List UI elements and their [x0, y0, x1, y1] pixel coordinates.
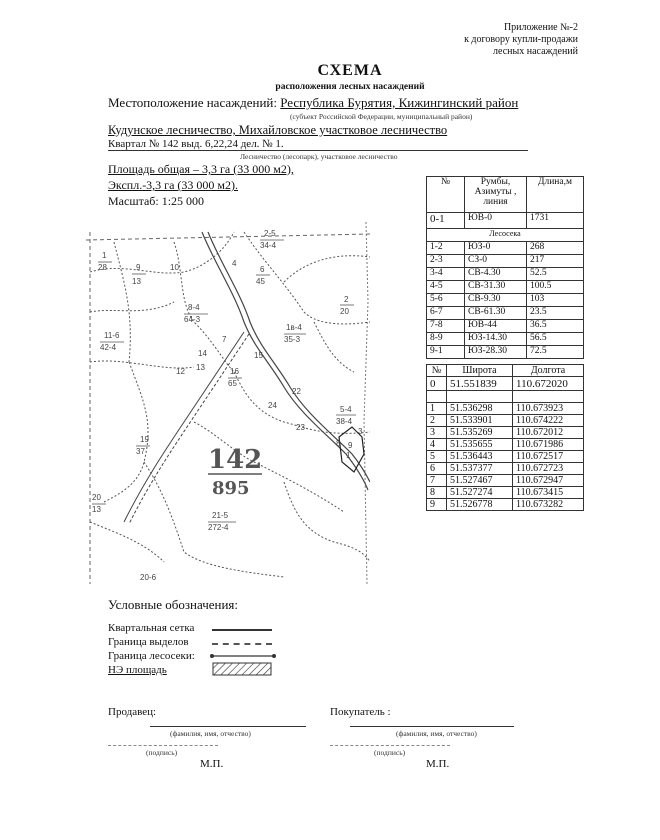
- map-label: 20-6: [140, 573, 157, 582]
- map-label: 2: [344, 295, 349, 304]
- appendix-line-1: Приложение №-2: [503, 22, 578, 33]
- table-cell: 9: [427, 499, 447, 511]
- map-label: 11-6: [104, 331, 120, 340]
- map-label: 8-4: [188, 303, 200, 312]
- buyer-sign-line[interactable]: [330, 745, 450, 746]
- map-label: 13: [196, 363, 205, 372]
- map-label: 13: [132, 277, 141, 286]
- legend-symbol-quarter-grid: [212, 629, 272, 631]
- map-label: 45: [256, 277, 265, 286]
- page-subtitle: расположения лесных насаждений: [275, 82, 425, 92]
- location-note: (субъект Российской Федерации, муниципальный район): [290, 112, 473, 121]
- map-label: 12: [176, 367, 185, 376]
- table-cell: 103: [527, 294, 584, 307]
- map-label: 7: [222, 335, 227, 344]
- table-cell: ЮЗ-28.30: [465, 346, 527, 359]
- table-cell: 110.673282: [513, 499, 584, 511]
- map-label: 3: [358, 427, 363, 436]
- rumb-header-row: [427, 177, 584, 213]
- table-cell: 51.535269: [447, 427, 513, 439]
- seller-stamp: М.П.: [200, 758, 224, 770]
- table-cell: 110.672517: [513, 451, 584, 463]
- legend-item-3: Граница лесосеки:: [108, 650, 195, 662]
- map-label: 42-4: [100, 343, 117, 352]
- table-cell: 217: [527, 255, 584, 268]
- map-label: 5-4: [340, 405, 352, 414]
- map-label: 15: [254, 351, 263, 360]
- rumb-header-length: Длина,м: [527, 177, 584, 213]
- rumb-header-num: №: [427, 177, 465, 213]
- seller-sign-line[interactable]: [108, 745, 218, 746]
- table-cell: 268: [527, 242, 584, 255]
- coord-start-row: [427, 377, 584, 391]
- map-label: 23: [296, 423, 305, 432]
- table-cell: 51.526778: [447, 499, 513, 511]
- legend-item-4: НЭ площадь: [108, 664, 167, 676]
- table-cell: 52.5: [527, 268, 584, 281]
- legend-title: Условные обозначения:: [108, 597, 239, 612]
- table-cell: 110.674222: [513, 415, 584, 427]
- table-row: [427, 268, 584, 281]
- table-cell: 3: [427, 427, 447, 439]
- table-cell: 110.672723: [513, 463, 584, 475]
- map-label: 24: [268, 401, 277, 410]
- quarter-underline: [108, 150, 528, 151]
- table-cell: СВ-31.30: [465, 281, 527, 294]
- table-cell: 2-3: [427, 255, 465, 268]
- table-cell: 110.672947: [513, 475, 584, 487]
- table-cell: 6: [427, 463, 447, 475]
- forestry-line: Кудунское лесничество, Михайловское участковое лесничество: [108, 123, 448, 137]
- quarter-note: Лесничество (лесопарк), участковое лесничество: [240, 152, 398, 161]
- table-cell: СВ-9.30: [465, 294, 527, 307]
- map-label: 272-4: [208, 523, 229, 532]
- buyer-name-line[interactable]: [350, 726, 514, 727]
- rumb-section-row: [427, 229, 584, 242]
- table-cell: ЮВ-44: [465, 320, 527, 333]
- table-cell: 110.672012: [513, 427, 584, 439]
- legend-item-2: Граница выделов: [108, 636, 189, 648]
- map-label: 16: [230, 367, 239, 376]
- table-cell: 51.527274: [447, 487, 513, 499]
- rumb-start-row: [427, 213, 584, 229]
- buyer-stamp: М.П.: [426, 758, 450, 770]
- table-row: [427, 281, 584, 294]
- map-label: 9: [136, 263, 141, 272]
- table-cell: ЮЗ-0: [465, 242, 527, 255]
- map-label: 28: [98, 263, 107, 272]
- table-row: [427, 320, 584, 333]
- table-row: [427, 255, 584, 268]
- coord-header-lat: Широта: [447, 365, 513, 377]
- map-label: 22: [292, 387, 301, 396]
- table-cell: 1-2: [427, 242, 465, 255]
- area-expl: Экспл.-3,3 га (33 000 м2).: [108, 178, 239, 192]
- rumb-header-rumb: Румбы, Азимуты , линия: [465, 177, 527, 213]
- map-label: 14: [198, 349, 207, 358]
- coord-header-num: №: [427, 365, 447, 377]
- table-cell: 72.5: [527, 346, 584, 359]
- map-label: 4: [232, 259, 237, 268]
- table-row: [427, 463, 584, 475]
- table-cell: 23.5: [527, 307, 584, 320]
- table-cell: 8-9: [427, 333, 465, 346]
- table-cell: 36.5: [527, 320, 584, 333]
- coord-header-row: [427, 365, 584, 377]
- rumb-section-label: Лесосека: [427, 229, 584, 242]
- table-row: [427, 499, 584, 511]
- map-label: 21-5: [212, 511, 229, 520]
- table-row: [427, 307, 584, 320]
- seller-label: Продавец:: [108, 706, 157, 718]
- map-label: 1: [102, 251, 107, 260]
- coord-table: [426, 364, 584, 511]
- location-value: Республика Бурятия, Кижингинский район: [280, 95, 519, 110]
- legend-item-1: Квартальная сетка: [108, 622, 195, 634]
- buyer-label: Покупатель :: [330, 706, 391, 718]
- table-cell: 51.535655: [447, 439, 513, 451]
- table-cell: 110.672020: [513, 377, 584, 391]
- map-label: 64-3: [184, 315, 201, 324]
- map-label: 10: [170, 263, 179, 272]
- map-label: 35-3: [284, 335, 301, 344]
- map-label: 34-4: [260, 241, 277, 250]
- seller-name-line[interactable]: [150, 726, 306, 727]
- map-label: 37: [136, 447, 145, 456]
- map-label: 38-4: [336, 417, 353, 426]
- appendix-line-2: к договору купли-продажи: [464, 34, 578, 45]
- forest-map: [84, 222, 370, 584]
- map-label: 65: [228, 379, 237, 388]
- table-row: [427, 333, 584, 346]
- seller-sign-note: (подпись): [146, 748, 178, 757]
- map-label: 8: [336, 439, 341, 448]
- table-cell: 4: [427, 439, 447, 451]
- table-cell: 1731: [527, 213, 584, 229]
- map-label: 13: [92, 505, 101, 514]
- table-cell: 51.537377: [447, 463, 513, 475]
- table-cell: 2: [427, 415, 447, 427]
- table-cell: 6-7: [427, 307, 465, 320]
- map-label: 6: [260, 265, 265, 274]
- table-cell: 7: [427, 475, 447, 487]
- table-cell: 9-1: [427, 346, 465, 359]
- quarter-area: 895: [212, 478, 250, 499]
- buyer-sign-note: (подпись): [374, 748, 406, 757]
- table-cell: 1: [427, 403, 447, 415]
- appendix-line-3: лесных насаждений: [493, 46, 578, 57]
- map-label: 19: [140, 435, 149, 444]
- map-label: 1в-4: [286, 323, 302, 332]
- quarter-number: 142: [208, 445, 263, 475]
- table-row: [427, 242, 584, 255]
- buyer-fio-note: (фамилия, имя, отчество): [396, 729, 477, 738]
- table-cell: 4-5: [427, 281, 465, 294]
- table-cell: 100.5: [527, 281, 584, 294]
- table-cell: СВ-4.30: [465, 268, 527, 281]
- table-row: [427, 403, 584, 415]
- table-row: [427, 487, 584, 499]
- table-row: [427, 475, 584, 487]
- location-line: [108, 95, 518, 111]
- page-title: СХЕМА: [317, 62, 383, 79]
- map-label: 9: [348, 441, 353, 450]
- table-row: [427, 346, 584, 359]
- table-cell: 0: [427, 377, 447, 391]
- map-label: 20: [92, 493, 101, 502]
- legend-symbol-stand-border: [212, 643, 272, 645]
- coord-spacer-row: [427, 391, 584, 403]
- table-cell: 0-1: [427, 213, 465, 229]
- table-cell: 8: [427, 487, 447, 499]
- table-cell: 110.673415: [513, 487, 584, 499]
- table-row: [427, 427, 584, 439]
- table-cell: 51.533901: [447, 415, 513, 427]
- appendix-block: [430, 22, 578, 58]
- table-row: [427, 439, 584, 451]
- table-cell: 51.527467: [447, 475, 513, 487]
- table-cell: 56.5: [527, 333, 584, 346]
- area-total: Площадь общая – 3,3 га (33 000 м2),: [108, 162, 294, 176]
- table-cell: 51.536443: [447, 451, 513, 463]
- legend-symbol-ne-area: [212, 662, 272, 676]
- seller-fio-note: (фамилия, имя, отчество): [170, 729, 251, 738]
- table-cell: СВ-61.30: [465, 307, 527, 320]
- table-row: [427, 294, 584, 307]
- table-cell: 7-8: [427, 320, 465, 333]
- table-cell: 51.551839: [447, 377, 513, 391]
- legend-symbol-cutting-border: [210, 651, 276, 661]
- map-label: 20: [340, 307, 349, 316]
- table-cell: 3-4: [427, 268, 465, 281]
- quarter-line: Квартал № 142 выд. 6,22,24 дел. № 1.: [108, 138, 284, 150]
- coord-header-lon: Долгота: [513, 365, 584, 377]
- scale: Масштаб: 1:25 000: [108, 194, 205, 208]
- table-cell: 110.671986: [513, 439, 584, 451]
- table-cell: 110.673923: [513, 403, 584, 415]
- map-label: 2-5: [264, 229, 276, 238]
- table-cell: СЗ-0: [465, 255, 527, 268]
- rumb-table: [426, 176, 584, 359]
- table-cell: 5: [427, 451, 447, 463]
- table-row: [427, 451, 584, 463]
- location-label: Местоположение насаждений:: [108, 95, 277, 110]
- table-cell: ЮВ-0: [465, 213, 527, 229]
- table-cell: 5-6: [427, 294, 465, 307]
- map-label: 1: [346, 451, 351, 460]
- table-cell: ЮЗ-14.30: [465, 333, 527, 346]
- table-row: [427, 415, 584, 427]
- table-cell: 51.536298: [447, 403, 513, 415]
